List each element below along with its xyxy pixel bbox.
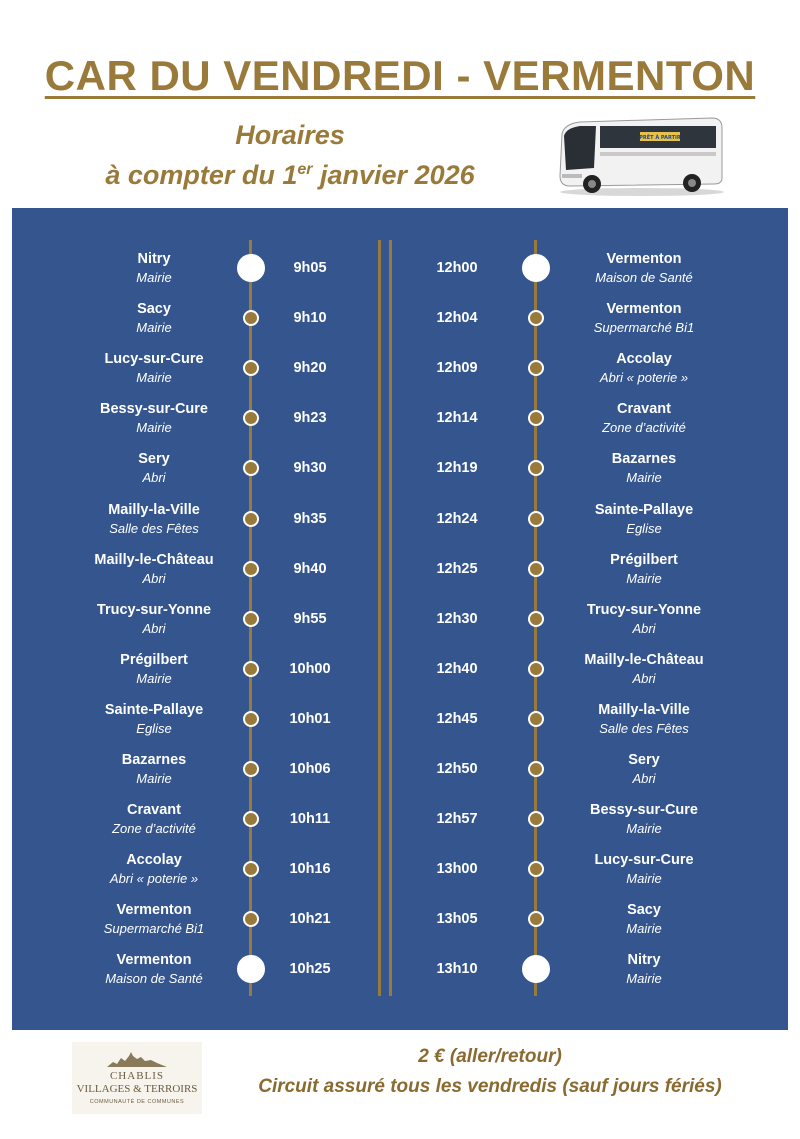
outbound-time: 9h35 bbox=[293, 510, 327, 527]
village-skyline-icon bbox=[107, 1048, 167, 1068]
return-time: 12h09 bbox=[436, 360, 478, 377]
stop-name: Vermenton bbox=[606, 251, 682, 267]
stop-place: Mairie bbox=[136, 420, 172, 436]
stop-marker bbox=[528, 561, 544, 577]
stop-place: Salle des Fêtes bbox=[109, 520, 199, 536]
stop-name: Mailly-la-Ville bbox=[108, 501, 200, 518]
return-stop bbox=[544, 400, 744, 436]
stop-place: Zone d’activité bbox=[112, 821, 196, 837]
stop-name: Sery bbox=[138, 451, 170, 468]
return-time: 13h10 bbox=[436, 961, 478, 978]
return-stop bbox=[544, 701, 744, 737]
outbound-stop bbox=[54, 300, 254, 336]
stop-marker bbox=[528, 360, 544, 376]
column-separator-left bbox=[378, 240, 381, 996]
stop-name: Bazarnes bbox=[611, 451, 677, 468]
stop-marker bbox=[528, 711, 544, 727]
stop-name: Mailly-le-Château bbox=[584, 651, 704, 668]
subtitle-horaires: Horaires bbox=[235, 120, 345, 150]
stop-marker bbox=[243, 360, 259, 376]
bus-label: PRÊT À PARTIR bbox=[639, 135, 681, 141]
stop-name: Bazarnes bbox=[121, 752, 187, 768]
stop-place: Mairie bbox=[136, 320, 172, 336]
return-stop bbox=[544, 651, 744, 687]
return-time: 12h19 bbox=[436, 460, 478, 477]
stop-name: Sacy bbox=[137, 301, 171, 318]
logo-line3: COMMUNAUTÉ DE COMMUNES bbox=[89, 1099, 185, 1105]
outbound-stop bbox=[54, 450, 254, 486]
stop-place: Mairie bbox=[136, 670, 172, 686]
outbound-stop bbox=[54, 400, 254, 436]
return-stop bbox=[544, 250, 744, 286]
outbound-time: 9h10 bbox=[293, 310, 327, 327]
return-stop bbox=[544, 551, 744, 587]
return-time: 12h24 bbox=[436, 510, 478, 527]
return-time: 12h14 bbox=[436, 410, 478, 427]
return-stop bbox=[544, 951, 744, 987]
subtitle-date-text-end: janvier 2026 bbox=[312, 160, 475, 190]
stop-marker bbox=[528, 410, 544, 426]
stop-place: Abri « poterie » bbox=[599, 370, 689, 386]
outbound-time: 9h20 bbox=[293, 360, 327, 377]
return-time: 12h30 bbox=[436, 610, 478, 627]
stop-name: Prégilbert bbox=[610, 551, 678, 568]
stop-place: Supermarché Bi1 bbox=[593, 320, 695, 336]
column-separator-right bbox=[389, 240, 392, 996]
chablis-logo bbox=[72, 1042, 202, 1114]
stop-place: Mairie bbox=[626, 821, 662, 837]
price-text: 2 € (aller/retour) bbox=[418, 1046, 562, 1067]
stop-marker bbox=[243, 511, 259, 527]
return-time: 12h40 bbox=[436, 660, 478, 677]
outbound-time: 9h05 bbox=[293, 260, 327, 276]
outbound-time: 9h23 bbox=[293, 410, 327, 427]
stop-place: Mairie bbox=[626, 971, 662, 987]
stop-name: Trucy-sur-Yonne bbox=[96, 601, 212, 618]
stop-marker bbox=[243, 611, 259, 627]
outbound-time: 10h16 bbox=[289, 861, 331, 878]
stop-marker bbox=[243, 410, 259, 426]
outbound-time: 9h40 bbox=[293, 560, 327, 577]
outbound-stop bbox=[54, 701, 254, 737]
return-time: 12h04 bbox=[436, 310, 478, 327]
stop-place: Abri bbox=[142, 570, 166, 586]
stop-place: Salle des Fêtes bbox=[599, 720, 689, 736]
outbound-stop bbox=[54, 551, 254, 587]
outbound-stop bbox=[54, 851, 254, 887]
page-title: CAR DU VENDREDI - VERMENTON bbox=[44, 52, 756, 99]
stop-marker bbox=[528, 761, 544, 777]
stop-place: Mairie bbox=[136, 370, 172, 386]
stop-name: Cravant bbox=[617, 401, 671, 418]
return-stop bbox=[544, 901, 744, 937]
return-time: 12h25 bbox=[436, 560, 478, 577]
return-stop bbox=[544, 450, 744, 486]
stop-place: Mairie bbox=[136, 771, 172, 786]
stop-name: Trucy-sur-Yonne bbox=[586, 601, 702, 618]
stop-name: Vermenton bbox=[606, 301, 682, 318]
subtitle-date-text: à compter du 1 bbox=[105, 160, 298, 190]
stop-marker bbox=[528, 861, 544, 877]
stop-place: Mairie bbox=[626, 871, 662, 887]
outbound-time: 10h01 bbox=[289, 710, 331, 727]
return-time: 13h05 bbox=[436, 911, 478, 928]
logo-line1: CHABLIS bbox=[109, 1070, 165, 1082]
return-time: 12h00 bbox=[436, 260, 478, 276]
stop-place: Abri « poterie » bbox=[109, 871, 199, 887]
outbound-time: 9h55 bbox=[293, 610, 327, 627]
stop-name: Sery bbox=[628, 752, 660, 768]
terminus-marker bbox=[522, 254, 550, 282]
return-stop bbox=[544, 801, 744, 837]
stop-name: Nitry bbox=[627, 952, 661, 969]
bus-illustration bbox=[552, 112, 727, 197]
stop-name: Lucy-sur-Cure bbox=[104, 351, 204, 368]
stop-marker bbox=[243, 310, 259, 326]
stop-place: Maison de Santé bbox=[595, 270, 693, 285]
stop-place: Eglise bbox=[136, 720, 172, 736]
outbound-stop bbox=[54, 901, 254, 937]
stop-marker bbox=[243, 711, 259, 727]
stop-place: Mairie bbox=[626, 470, 662, 486]
logo-line2: VILLAGES & TERROIRS bbox=[76, 1083, 198, 1095]
stop-place: Abri bbox=[142, 470, 166, 486]
outbound-stop bbox=[54, 801, 254, 837]
return-stop bbox=[544, 751, 744, 787]
return-time: 12h57 bbox=[436, 811, 478, 828]
stop-place: Supermarché Bi1 bbox=[103, 921, 205, 937]
outbound-stop bbox=[54, 250, 254, 286]
stop-name: Vermenton bbox=[116, 902, 192, 919]
stop-marker bbox=[528, 511, 544, 527]
terminus-marker bbox=[522, 955, 550, 983]
stop-place: Mairie bbox=[136, 270, 172, 285]
stop-marker bbox=[528, 811, 544, 827]
stop-marker bbox=[243, 861, 259, 877]
outbound-time: 10h21 bbox=[289, 911, 331, 928]
stop-marker bbox=[243, 661, 259, 677]
stop-name: Sainte-Pallaye bbox=[594, 501, 694, 518]
stop-name: Mailly-la-Ville bbox=[598, 701, 690, 718]
outbound-stop bbox=[54, 651, 254, 687]
stop-marker bbox=[243, 811, 259, 827]
stop-name: Vermenton bbox=[116, 952, 192, 969]
stop-marker bbox=[528, 460, 544, 476]
stop-place: Abri bbox=[632, 670, 656, 686]
stop-name: Mailly-le-Château bbox=[94, 551, 214, 568]
stop-place: Mairie bbox=[626, 921, 662, 937]
service-note: Circuit assuré tous les vendredis (sauf jours fériés) bbox=[258, 1076, 722, 1097]
stop-name: Sainte-Pallaye bbox=[104, 701, 204, 718]
return-stop bbox=[544, 501, 744, 537]
stop-marker bbox=[243, 460, 259, 476]
outbound-time: 10h11 bbox=[289, 811, 331, 828]
stop-place: Eglise bbox=[626, 520, 662, 536]
terminus-marker bbox=[237, 955, 265, 983]
stop-marker bbox=[243, 561, 259, 577]
stop-place: Maison de Santé bbox=[105, 971, 203, 987]
stop-marker bbox=[528, 310, 544, 326]
return-stop bbox=[544, 350, 744, 386]
stop-name: Accolay bbox=[126, 852, 182, 869]
stop-name: Cravant bbox=[127, 802, 181, 819]
return-time: 12h45 bbox=[436, 710, 478, 727]
outbound-time: 9h30 bbox=[293, 460, 327, 477]
stop-marker bbox=[243, 911, 259, 927]
stop-marker bbox=[528, 661, 544, 677]
stop-name: Sacy bbox=[627, 902, 661, 919]
stop-name: Nitry bbox=[137, 251, 171, 267]
stop-name: Accolay bbox=[616, 351, 672, 368]
stop-marker bbox=[243, 761, 259, 777]
outbound-stop bbox=[54, 951, 254, 987]
return-time: 13h00 bbox=[436, 861, 478, 878]
stop-name: Bessy-sur-Cure bbox=[590, 802, 698, 819]
stop-name: Lucy-sur-Cure bbox=[594, 852, 694, 869]
terminus-marker bbox=[237, 254, 265, 282]
outbound-stop bbox=[54, 350, 254, 386]
stop-name: Bessy-sur-Cure bbox=[100, 401, 208, 418]
stop-place: Abri bbox=[632, 771, 656, 786]
outbound-stop bbox=[54, 601, 254, 637]
outbound-time: 10h00 bbox=[289, 660, 331, 677]
subtitle-date-sup: er bbox=[297, 161, 313, 178]
subtitle-date bbox=[40, 160, 540, 191]
stop-place: Zone d’activité bbox=[602, 420, 686, 436]
return-stop bbox=[544, 851, 744, 887]
return-stop bbox=[544, 601, 744, 637]
return-time: 12h50 bbox=[436, 761, 478, 777]
outbound-stop bbox=[54, 751, 254, 787]
outbound-time: 10h25 bbox=[289, 961, 331, 978]
stop-name: Prégilbert bbox=[120, 651, 188, 668]
schedule-panel bbox=[12, 208, 788, 1030]
return-stop bbox=[544, 300, 744, 336]
stop-marker bbox=[528, 611, 544, 627]
stop-marker bbox=[528, 911, 544, 927]
stop-place: Mairie bbox=[626, 570, 662, 586]
stop-place: Abri bbox=[632, 620, 656, 636]
outbound-time: 10h06 bbox=[289, 761, 331, 777]
outbound-stop bbox=[54, 501, 254, 537]
stop-place: Abri bbox=[142, 620, 166, 636]
